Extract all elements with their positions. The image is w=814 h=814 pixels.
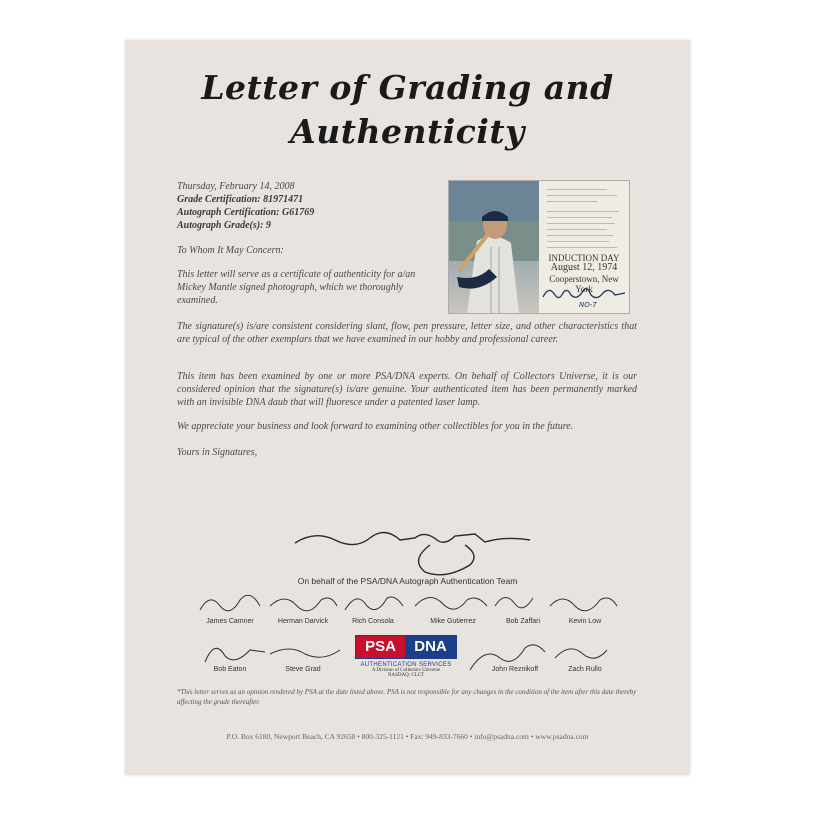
logo-dna: DNA: [405, 636, 456, 658]
paragraph-appreciation: We appreciate your business and look forward to examining other collectibles for you in the future.: [177, 421, 574, 432]
signer-name: Bob Eaton: [213, 666, 247, 673]
main-signature: [295, 532, 530, 574]
grade-certification: Grade Certification: 81971471: [177, 194, 304, 205]
team-line: On behalf of the PSA/DNA Autograph Authentication Team: [297, 576, 518, 586]
paragraph-certificate: This letter will serve as a certificate of authenticity for a/an Mickey Mantle signed photograph, which we thoroughly examined.: [177, 269, 416, 306]
psa-dna-logo: [355, 635, 457, 678]
induction-title: INDUCTION DAY: [548, 253, 620, 263]
autograph-grade: Autograph Grade(s): 9: [177, 220, 271, 231]
signer-name: John Reznikoff: [491, 666, 539, 673]
signer-name: Herman Darvick: [277, 618, 329, 625]
signer-name: Steve Grad: [285, 666, 321, 673]
letter-title: Letter of Grading and: [201, 68, 614, 107]
letter-date: Thursday, February 14, 2008: [177, 181, 295, 192]
signer-name: Mike Gutierrez: [430, 618, 476, 625]
signer-name: Zach Rullo: [568, 666, 602, 673]
logo-division: A Division of Collectors Universe: [371, 668, 441, 673]
induction-place: Cooperstown, New York: [549, 274, 619, 294]
disclaimer: *This letter serves as an opinion rendered by PSA at the date listed above. PSA is not responsible for any changes in the condition of the item after this date thereby affecting the grade thereafter.: [177, 688, 637, 706]
induction-date: August 12, 1974: [550, 262, 618, 273]
salutation: To Whom It May Concern:: [177, 245, 284, 256]
signer-name: Bob Zaffari: [505, 618, 541, 625]
logo-services: AUTHENTICATION SERVICES: [360, 662, 452, 668]
paragraph-examination: This item has been examined by one or more PSA/DNA experts. On behalf of Collectors Universe, it is our considered opinion that the signature(s) is/are genuine. Your authenticated item has been permanently marked with an invisible DNA daub that will fluoresce under a patented laser lamp.: [177, 371, 637, 408]
autograph-certification: Autograph Certification: G61769: [177, 207, 315, 218]
footer-contact: P.O. Box 6180, Newport Beach, CA 92658 • 800-325-1121 • Fax: 949-833-7660 • info@psadna.com • www.psadna.com: [226, 732, 589, 741]
closing: Yours in Signatures,: [177, 447, 258, 458]
logo-ticker: NASDAQ: CLCT: [387, 673, 425, 678]
letter-title-line2: Authenticity: [290, 112, 525, 151]
signer-name: James Camner: [206, 618, 254, 625]
paragraph-signature-analysis: The signature(s) is/are consistent considering slant, flow, pen pressure, letter size, and other characteristics that are typical of the other exemplars that we have examined in our hobby and professional career.: [177, 321, 637, 345]
logo-psa: PSA: [356, 636, 405, 658]
signer-name: Rich Consola: [352, 618, 394, 625]
photo-inscription: NO-7: [579, 301, 597, 309]
certificate-letter: [125, 40, 690, 775]
signer-name: Kevin Low: [568, 618, 602, 625]
